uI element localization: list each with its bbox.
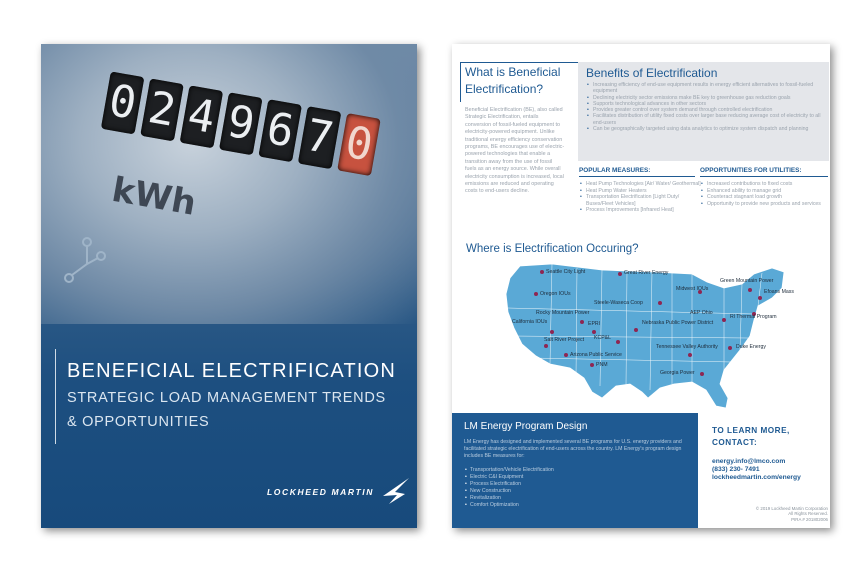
map-marker bbox=[634, 328, 638, 332]
popular-measures-list bbox=[579, 181, 702, 214]
list-item: • Heat Pump Water Heaters bbox=[586, 188, 702, 195]
opportunities-list bbox=[700, 181, 830, 207]
map-label: Salt River Project bbox=[544, 337, 585, 343]
map-label: California IOUs bbox=[512, 319, 548, 325]
cover-subtitle-line1: STRATEGIC LOAD MANAGEMENT TRENDS bbox=[67, 390, 386, 406]
map-label: KCP&L bbox=[594, 335, 612, 341]
brochure-back-page bbox=[452, 44, 830, 528]
map-marker bbox=[590, 363, 594, 367]
map-label: AEP Ohio bbox=[690, 310, 713, 316]
cover-vertical-rule bbox=[55, 349, 56, 444]
list-item: • New Construction bbox=[470, 488, 554, 495]
map-marker bbox=[564, 353, 568, 357]
meter-digit: 9 bbox=[219, 92, 263, 155]
phone-number: (833) 230- 7491 bbox=[712, 466, 760, 474]
program-design-panel bbox=[452, 413, 698, 528]
list-item: • Increasing efficiency of end-use equipment results in energy efficient alternatives to fossil-fueled equipment bbox=[593, 82, 830, 95]
program-body: LM Energy has designed and implemented several BE programs for U.S. energy providers and facilitated strategic electrification of end-users across the country. LM Energy's program design includes BE measures for: bbox=[464, 439, 682, 459]
copyright-line: © 2019 Lockheed Martin Corporation bbox=[755, 506, 828, 511]
map-marker bbox=[728, 346, 732, 350]
program-measures-list bbox=[464, 467, 554, 508]
list-item: • Transportation/Vehicle Electrification bbox=[470, 467, 554, 474]
lockheed-martin-logo-text: LOCKHEED MARTIN bbox=[267, 487, 374, 497]
map-marker bbox=[688, 353, 692, 357]
list-item: • Opportunity to provide new products and services bbox=[707, 201, 830, 208]
benefits-list bbox=[586, 82, 830, 132]
map-marker bbox=[618, 272, 622, 276]
program-title: LM Energy Program Design bbox=[464, 421, 588, 432]
learn-more-line1: TO LEARN MORE, bbox=[712, 426, 790, 435]
meter-digit: 6 bbox=[258, 99, 302, 162]
meter-digit-red: 0 bbox=[337, 113, 381, 176]
map-label: EPRI bbox=[588, 321, 601, 327]
map-label: Great River Energy bbox=[624, 270, 669, 276]
list-item: • Electric C&I Equipment bbox=[470, 474, 554, 481]
contact-info bbox=[712, 458, 801, 483]
map-label: Tennessee Valley Authority bbox=[656, 344, 718, 350]
meter-digit: 0 bbox=[101, 71, 145, 134]
website-link[interactable]: lockheedmartin.com/energy bbox=[712, 474, 801, 482]
meter-unit: kWh bbox=[108, 169, 199, 224]
benefits-panel bbox=[578, 62, 829, 161]
map-marker bbox=[592, 330, 596, 334]
list-item: • Provides greater control over system demand through controlled electrification bbox=[593, 107, 830, 113]
map-label: Midwest IOUs bbox=[676, 286, 709, 292]
map-marker bbox=[658, 301, 662, 305]
map-label: Green Mountain Power bbox=[720, 278, 774, 284]
popular-rule bbox=[579, 176, 695, 177]
list-item: • Counteract stagnant load growth bbox=[707, 194, 830, 201]
email-link[interactable]: energy.info@lmco.com bbox=[712, 458, 786, 465]
list-item: • Can be geographically targeted using data analytics to optimize system dispatch and planning bbox=[593, 126, 830, 132]
map-label: Oregon IOUs bbox=[540, 291, 571, 297]
map-marker bbox=[534, 292, 538, 296]
map-marker bbox=[550, 330, 554, 334]
map-marker bbox=[616, 340, 620, 344]
what-is-be-body: Beneficial Electrification (BE), also called Strategic Electrification, entails conversion of fossil-fueled equipment to electricity-powered equipment. Unlike traditional energy efficiency conservation programs, BE encourages use of electric-powered technologies that enable a transition away from the use of fossil fuels as an energy source. While overall electricity consumption is increased, local emissions are reduced and operating costs to end-users decline. bbox=[465, 107, 565, 195]
brochure-cover bbox=[41, 44, 417, 528]
circuit-icon bbox=[57, 234, 117, 294]
list-item: • Facilitates distribution of utility fixed costs over larger base reducing average cost of electricity to all end-users bbox=[593, 113, 830, 126]
meter-digit: 2 bbox=[140, 78, 184, 141]
what-title-line2: Electrification? bbox=[465, 82, 544, 96]
copyright-line: All Rights Reserved. bbox=[788, 511, 828, 517]
what-title-line1: What is Beneficial bbox=[465, 65, 561, 79]
opportunities-heading: OPPORTUNITIES FOR UTILITIES: bbox=[700, 167, 802, 174]
map-marker bbox=[544, 344, 548, 348]
learn-more-heading bbox=[712, 425, 790, 449]
map-label: PNM bbox=[596, 362, 608, 368]
heading-rule bbox=[460, 62, 580, 63]
copyright-line: PIRA # 201802006 bbox=[791, 516, 828, 522]
what-is-be-heading bbox=[465, 64, 560, 98]
list-item: • Increased contributions to fixed costs bbox=[707, 181, 830, 188]
map-label: Steele-Waseca Coop bbox=[594, 300, 643, 306]
popular-measures-heading: POPULAR MEASURES: bbox=[579, 167, 651, 174]
map-label: Rl Thermal Program bbox=[730, 314, 777, 320]
opportunities-rule bbox=[700, 176, 828, 177]
list-item: • Revitalization bbox=[470, 495, 554, 502]
map-label: Rocky Mountain Power bbox=[536, 310, 590, 316]
list-item: • Process Electrification bbox=[470, 481, 554, 488]
map-label: Arizona Public Service bbox=[570, 352, 622, 358]
electric-meter-photo bbox=[41, 44, 417, 324]
map-label: Seattle City Light bbox=[546, 269, 586, 275]
map-label: Duke Energy bbox=[736, 344, 766, 350]
learn-more-line2: CONTACT: bbox=[712, 438, 758, 447]
lockheed-martin-star-icon bbox=[381, 476, 411, 506]
list-item: • Transportation Electrification [Light Duty/ Buses/Fleet Vehicles] bbox=[586, 194, 702, 207]
list-item: • Comfort Optimization bbox=[470, 502, 554, 509]
map-marker bbox=[758, 296, 762, 300]
map-label: Georgia Power bbox=[660, 370, 695, 376]
heading-bar bbox=[460, 62, 461, 102]
map-marker bbox=[580, 320, 584, 324]
map-label: Nebraska Public Power District bbox=[642, 320, 714, 326]
map-marker bbox=[722, 318, 726, 322]
map-marker bbox=[748, 288, 752, 292]
cover-subtitle-line2: & OPPORTUNITIES bbox=[67, 414, 210, 430]
map-title: Where is Electrification Occuring? bbox=[466, 243, 639, 255]
benefits-title: Benefits of Electrification bbox=[586, 66, 718, 80]
meter-digit: 7 bbox=[298, 106, 342, 169]
list-item: • Supports technological advances in other sectors bbox=[593, 101, 830, 107]
list-item: • Declining electricity sector emissions make BE key to greenhouse gas reduction goals bbox=[593, 95, 830, 101]
map-marker bbox=[700, 372, 704, 376]
map-label: Efoans Mass bbox=[764, 289, 794, 295]
list-item: • Process Improvements [Infrared Heat] bbox=[586, 207, 702, 214]
meter-digit: 4 bbox=[180, 85, 224, 148]
map-marker bbox=[540, 270, 544, 274]
copyright-notice bbox=[712, 506, 828, 522]
list-item: • Heat Pump Technologies [Air/ Water/ Geothermal] bbox=[586, 181, 702, 188]
list-item: • Enhanced ability to manage grid bbox=[707, 188, 830, 195]
cover-title: BENEFICIAL ELECTRIFICATION bbox=[67, 360, 397, 382]
meter-digits bbox=[85, 71, 377, 262]
